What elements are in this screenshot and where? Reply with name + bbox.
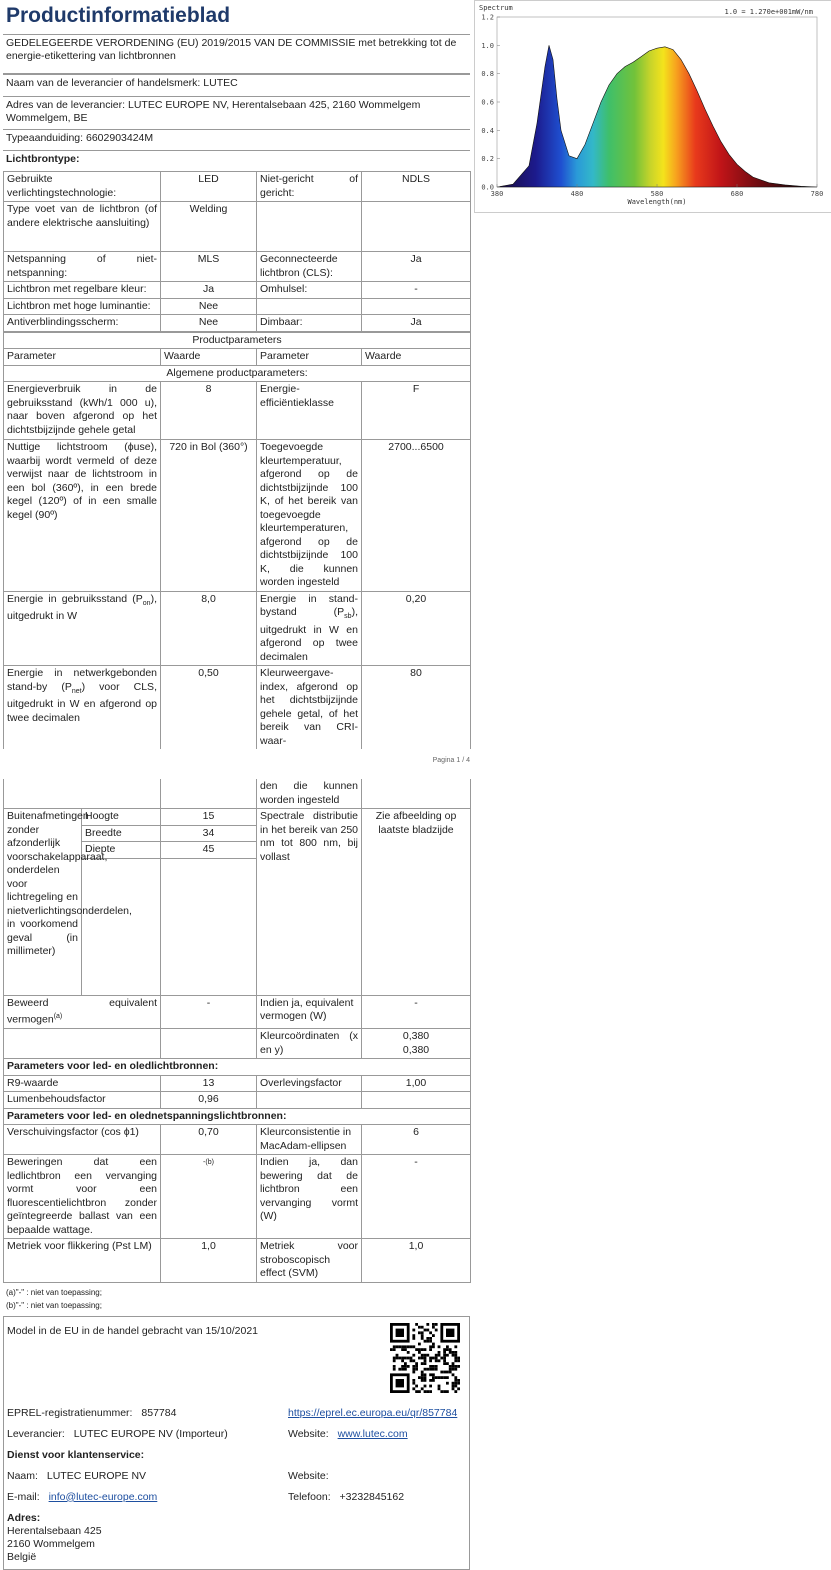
phone-label: Telefoon:: [288, 1490, 331, 1503]
cos-value: 0,70: [161, 1125, 257, 1155]
spectrum-chart: [474, 0, 831, 213]
rows2-row-0-label-1: Energieverbruik in de gebruiksstand (kWh/1 000 u), naar boven afgerond op het dichtstbijzijnde gehele getal: [4, 382, 161, 440]
mains-params-heading: Parameters voor led- en olednetspanningslichtbronnen:: [4, 1108, 471, 1125]
product-params-heading: Productparameters: [4, 332, 471, 349]
dim-height-value: 15: [161, 809, 257, 826]
survival-value: 1,00: [362, 1075, 471, 1092]
chart-annotation: 1.0 = 1.270e+001mW/nm: [724, 8, 813, 16]
equiv-power-label: Indien ja, equivalent vermogen (W): [257, 995, 362, 1029]
eprel-value: 857784: [141, 1406, 177, 1419]
address-label: Adres:: [7, 1511, 41, 1524]
type-row: [3, 129, 470, 150]
x-tick-label: 680: [730, 190, 744, 198]
qr-code-icon: [390, 1323, 460, 1393]
y-tick-label: 0.6: [481, 98, 494, 107]
rows1-row-5-label-1: Antiverblindingsscherm:: [4, 315, 161, 332]
y-tick-label: 0.4: [481, 126, 494, 135]
col-waarde-1: Waarde: [161, 349, 257, 366]
page-number: Pagina 1 / 4: [432, 757, 470, 765]
r9-label: R9-waarde: [4, 1075, 161, 1092]
rows1-row-1-value-1: Welding: [161, 202, 257, 252]
address-value: Herentalsebaan 425 2160 Wommelgem België: [7, 1524, 102, 1563]
x-tick-label: 580: [650, 190, 664, 198]
rows1-row-1-label-2: [257, 202, 362, 252]
rows2-row-0-value-1: 8: [161, 382, 257, 440]
rows1-row-3-value-1: Ja: [161, 282, 257, 299]
equiv-power-value: -: [362, 995, 471, 1029]
dim-height-label: Hoogte: [82, 809, 161, 826]
page-break: [3, 749, 470, 779]
rows1-row-4-label-2: [257, 298, 362, 315]
macadam-value: 6: [362, 1125, 471, 1155]
website-label: Website:: [288, 1427, 329, 1440]
x-axis-label: Wavelength(nm): [627, 198, 687, 206]
rows1-row-2-label-2: Geconnecteerde lichtbron (CLS):: [257, 252, 362, 282]
y-tick-label: 0.8: [481, 70, 494, 79]
pst-value: 1,0: [161, 1239, 257, 1283]
rows1-row-0-value-1: LED: [161, 172, 257, 202]
psb-label: Energie in stand-bystand $(P_{sb})$, uitgedrukt in W en afgerond op twee decimalen: [257, 591, 362, 666]
supplier-name-row: [3, 74, 470, 96]
rows2-row-1-label-1: Nuttige lichtstroom (ϕuse), waarbij wordt vermeld of deze verwijst naar de lichtstroom in een bol (360º), in een brede kegel (120º) of in een smalle kegel (90º): [4, 440, 161, 592]
supplier-address-row: [3, 96, 470, 129]
spectrum-area: [497, 45, 817, 187]
supplier-address-value: LUTEC EUROPE NV, Herentalsebaan 425, 2160 Wommelgem Wommelgem, BE: [6, 99, 421, 124]
email-label: E-mail:: [7, 1490, 40, 1503]
cri-value: 80: [362, 666, 471, 750]
pnet-label: Energie in netwerkgebonden stand-by $(P_{net})$ voor CLS, uitgedrukt in W en afgerond op twee decimalen: [4, 666, 161, 750]
rows2-row-1-value-1: 720 in Bol (360°): [161, 440, 257, 592]
pnet-value: 0,50: [161, 666, 257, 750]
rows1-row-0-label-1: Gebruikte verlichtingstechnologie:: [4, 172, 161, 202]
claimed-equiv-value: -: [161, 995, 257, 1029]
rows1-row-4-value-1: Nee: [161, 298, 257, 315]
y-tick-label: 0.2: [481, 155, 494, 164]
rows2-row-1-label-2: Toegevoegde kleurtemperatuur, afgerond op de dichtstbijzijnde 100 K, of het bereik van toegevoegde kleurtemperaturen, afgerond op de dichtstbijzijnde 100 K, die kunnen worden ingesteld: [257, 440, 362, 592]
rows1-row-1-value-2: [362, 202, 471, 252]
cri-label-b: den die kunnen worden ingesteld: [257, 779, 362, 809]
dim-depth-value: 45: [161, 842, 257, 859]
rows1-row-1-label-1: Type voet van de lichtbron (of andere elektrische aansluiting): [4, 202, 161, 252]
rows2-row-0-value-2: F: [362, 382, 471, 440]
x-tick-label: 380: [490, 190, 504, 198]
eprel-label: EPREL-registratienummer:: [7, 1406, 133, 1419]
claims-label: Beweringen dat een ledlichtbron een vervanging vormt voor een fluorescentielichtbron zonder geïntegreerde ballast van een bepaalde wattage.: [4, 1155, 161, 1239]
chart-title: Spectrum: [479, 4, 513, 12]
chromaticity-label: Kleurcoördinaten (x en y): [257, 1029, 362, 1059]
rows2-row-1-value-2: 2700...6500: [362, 440, 471, 592]
rows1-row-0-value-2: NDLS: [362, 172, 471, 202]
dim-depth-label: Diepte: [82, 842, 161, 859]
regulation-intro: GEDELEGEERDE VERORDENING (EU) 2019/2015 VAN DE COMMISSIE met betrekking tot de energie-etikettering van lichtbronnen: [3, 35, 470, 74]
rows1-row-5-value-2: Ja: [362, 315, 471, 332]
svm-value: 1,0: [362, 1239, 471, 1283]
dim-width-value: 34: [161, 825, 257, 842]
pon-label: Energie in gebruiksstand $(P_{on})$, uitgedrukt in W: [4, 591, 161, 666]
contact-box: [3, 1316, 470, 1570]
dim-width-label: Breedte: [82, 825, 161, 842]
cos-label: Verschuivingsfactor (cos ϕ1): [4, 1125, 161, 1155]
rows1-row-2-label-1: Netspanning of niet-netspanning:: [4, 252, 161, 282]
claims-value: -(b): [161, 1155, 257, 1239]
svm-label: Metriek voor stroboscopisch effect (SVM): [257, 1239, 362, 1283]
product-params-table-cont: [3, 779, 471, 1283]
rows1-row-2-value-2: Ja: [362, 252, 471, 282]
rows2-row-0-label-2: Energie-efficiëntieklasse: [257, 382, 362, 440]
dimensions-label: Buitenafmetingen zonder afzonderlijk voorschakelapparaat, onderdelen voor lichtregeling en nietverlichtingsonderdelen, in voorkomend geval (in millimeter): [4, 809, 82, 996]
lumen-label: Lumenbehoudsfactor: [4, 1092, 161, 1109]
spectral-value: Zie afbeelding op laatste bladzijde: [362, 809, 471, 996]
footnote-a: (a)"-" : niet van toepassing;: [6, 1287, 102, 1297]
product-information-sheet: [3, 0, 470, 1570]
cri-label-a: Kleurweergave-index, afgerond op het dichtstbijzijnde gehele getal, of het bereik van CRI-waar-: [257, 666, 362, 750]
supplier-value: LUTEC EUROPE NV (Importeur): [73, 1427, 228, 1440]
rows1-row-0-label-2: Niet-gericht of gericht:: [257, 172, 362, 202]
macadam-label: Kleurconsistentie in MacAdam-ellipsen: [257, 1125, 362, 1155]
phone-value: +3232845162: [339, 1490, 405, 1503]
y-tick-label: 1.2: [481, 13, 494, 22]
rows1-row-3-label-1: Lichtbron met regelbare kleur:: [4, 282, 161, 299]
pst-label: Metriek voor flikkering (Pst LM): [4, 1239, 161, 1283]
lightsource-type-heading: Lichtbrontype:: [3, 150, 470, 171]
led-params-heading: Parameters voor led- en oledlichtbronnen:: [4, 1059, 471, 1076]
x-tick-label: 480: [570, 190, 584, 198]
claimed-equiv-label: Beweerd equivalent vermogen$^{(a)}$: [4, 995, 161, 1029]
supplier-name-value: LUTEC: [203, 77, 238, 89]
rows1-row-3-label-2: Omhulsel:: [257, 282, 362, 299]
rows1-row-2-value-1: MLS: [161, 252, 257, 282]
psb-value: 0,20: [362, 591, 471, 666]
service-name-label: Naam:: [7, 1469, 38, 1482]
footnote-b: (b)"-" : niet van toepassing;: [6, 1300, 102, 1310]
service-website-label: Website:: [288, 1469, 329, 1482]
supplier-label: Leverancier:: [7, 1427, 65, 1440]
rows1-row-5-value-1: Nee: [161, 315, 257, 332]
general-params-heading: Algemene productparameters:: [4, 365, 471, 382]
spectral-label: Spectrale distributie in het bereik van 250 nm tot 800 nm, bij vollast: [257, 809, 362, 996]
website-link[interactable]: www.lutec.com: [337, 1427, 408, 1440]
type-label: Typeaanduiding:: [6, 132, 84, 144]
rows1-row-4-label-1: Lichtbron met hoge luminantie:: [4, 298, 161, 315]
x-tick-label: 780: [810, 190, 824, 198]
supplier-name-label: Naam van de leverancier of handelsmerk:: [6, 77, 201, 89]
product-params-table: [3, 332, 471, 750]
service-heading: Dienst voor klantenservice:: [7, 1448, 145, 1461]
pon-value: 8,0: [161, 591, 257, 666]
supplier-address-label: Adres van de leverancier:: [6, 99, 126, 111]
rows1-row-3-value-2: -: [362, 282, 471, 299]
y-tick-label: 0.0: [481, 183, 494, 192]
y-tick-label: 1.0: [481, 41, 494, 50]
survival-label: Overlevingsfactor: [257, 1075, 362, 1092]
chromaticity-value: 0,380 0,380: [362, 1029, 471, 1059]
eprel-link[interactable]: https://eprel.ec.europa.eu/qr/857784: [288, 1406, 458, 1419]
lumen-value: 0,96: [161, 1092, 257, 1109]
page-title: Productinformatieblad: [3, 0, 470, 35]
type-value: 6602903424M: [86, 132, 154, 144]
lightsource-table: [3, 171, 471, 332]
claims2-label: Indien ja, dan bewering dat de lichtbron een vervanging vormt (W): [257, 1155, 362, 1239]
claims2-value: -: [362, 1155, 471, 1239]
col-waarde-2: Waarde: [362, 349, 471, 366]
rows1-row-5-label-2: Dimbaar:: [257, 315, 362, 332]
col-parameter-1: Parameter: [4, 349, 161, 366]
rows1-row-4-value-2: [362, 298, 471, 315]
email-link[interactable]: info@lutec-europe.com: [48, 1490, 158, 1503]
r9-value: 13: [161, 1075, 257, 1092]
service-name-value: LUTEC EUROPE NV: [46, 1469, 147, 1482]
col-parameter-2: Parameter: [257, 349, 362, 366]
spectrum-svg: [475, 1, 831, 212]
model-date: Model in de EU in de handel gebracht van 15/10/2021: [7, 1324, 259, 1337]
